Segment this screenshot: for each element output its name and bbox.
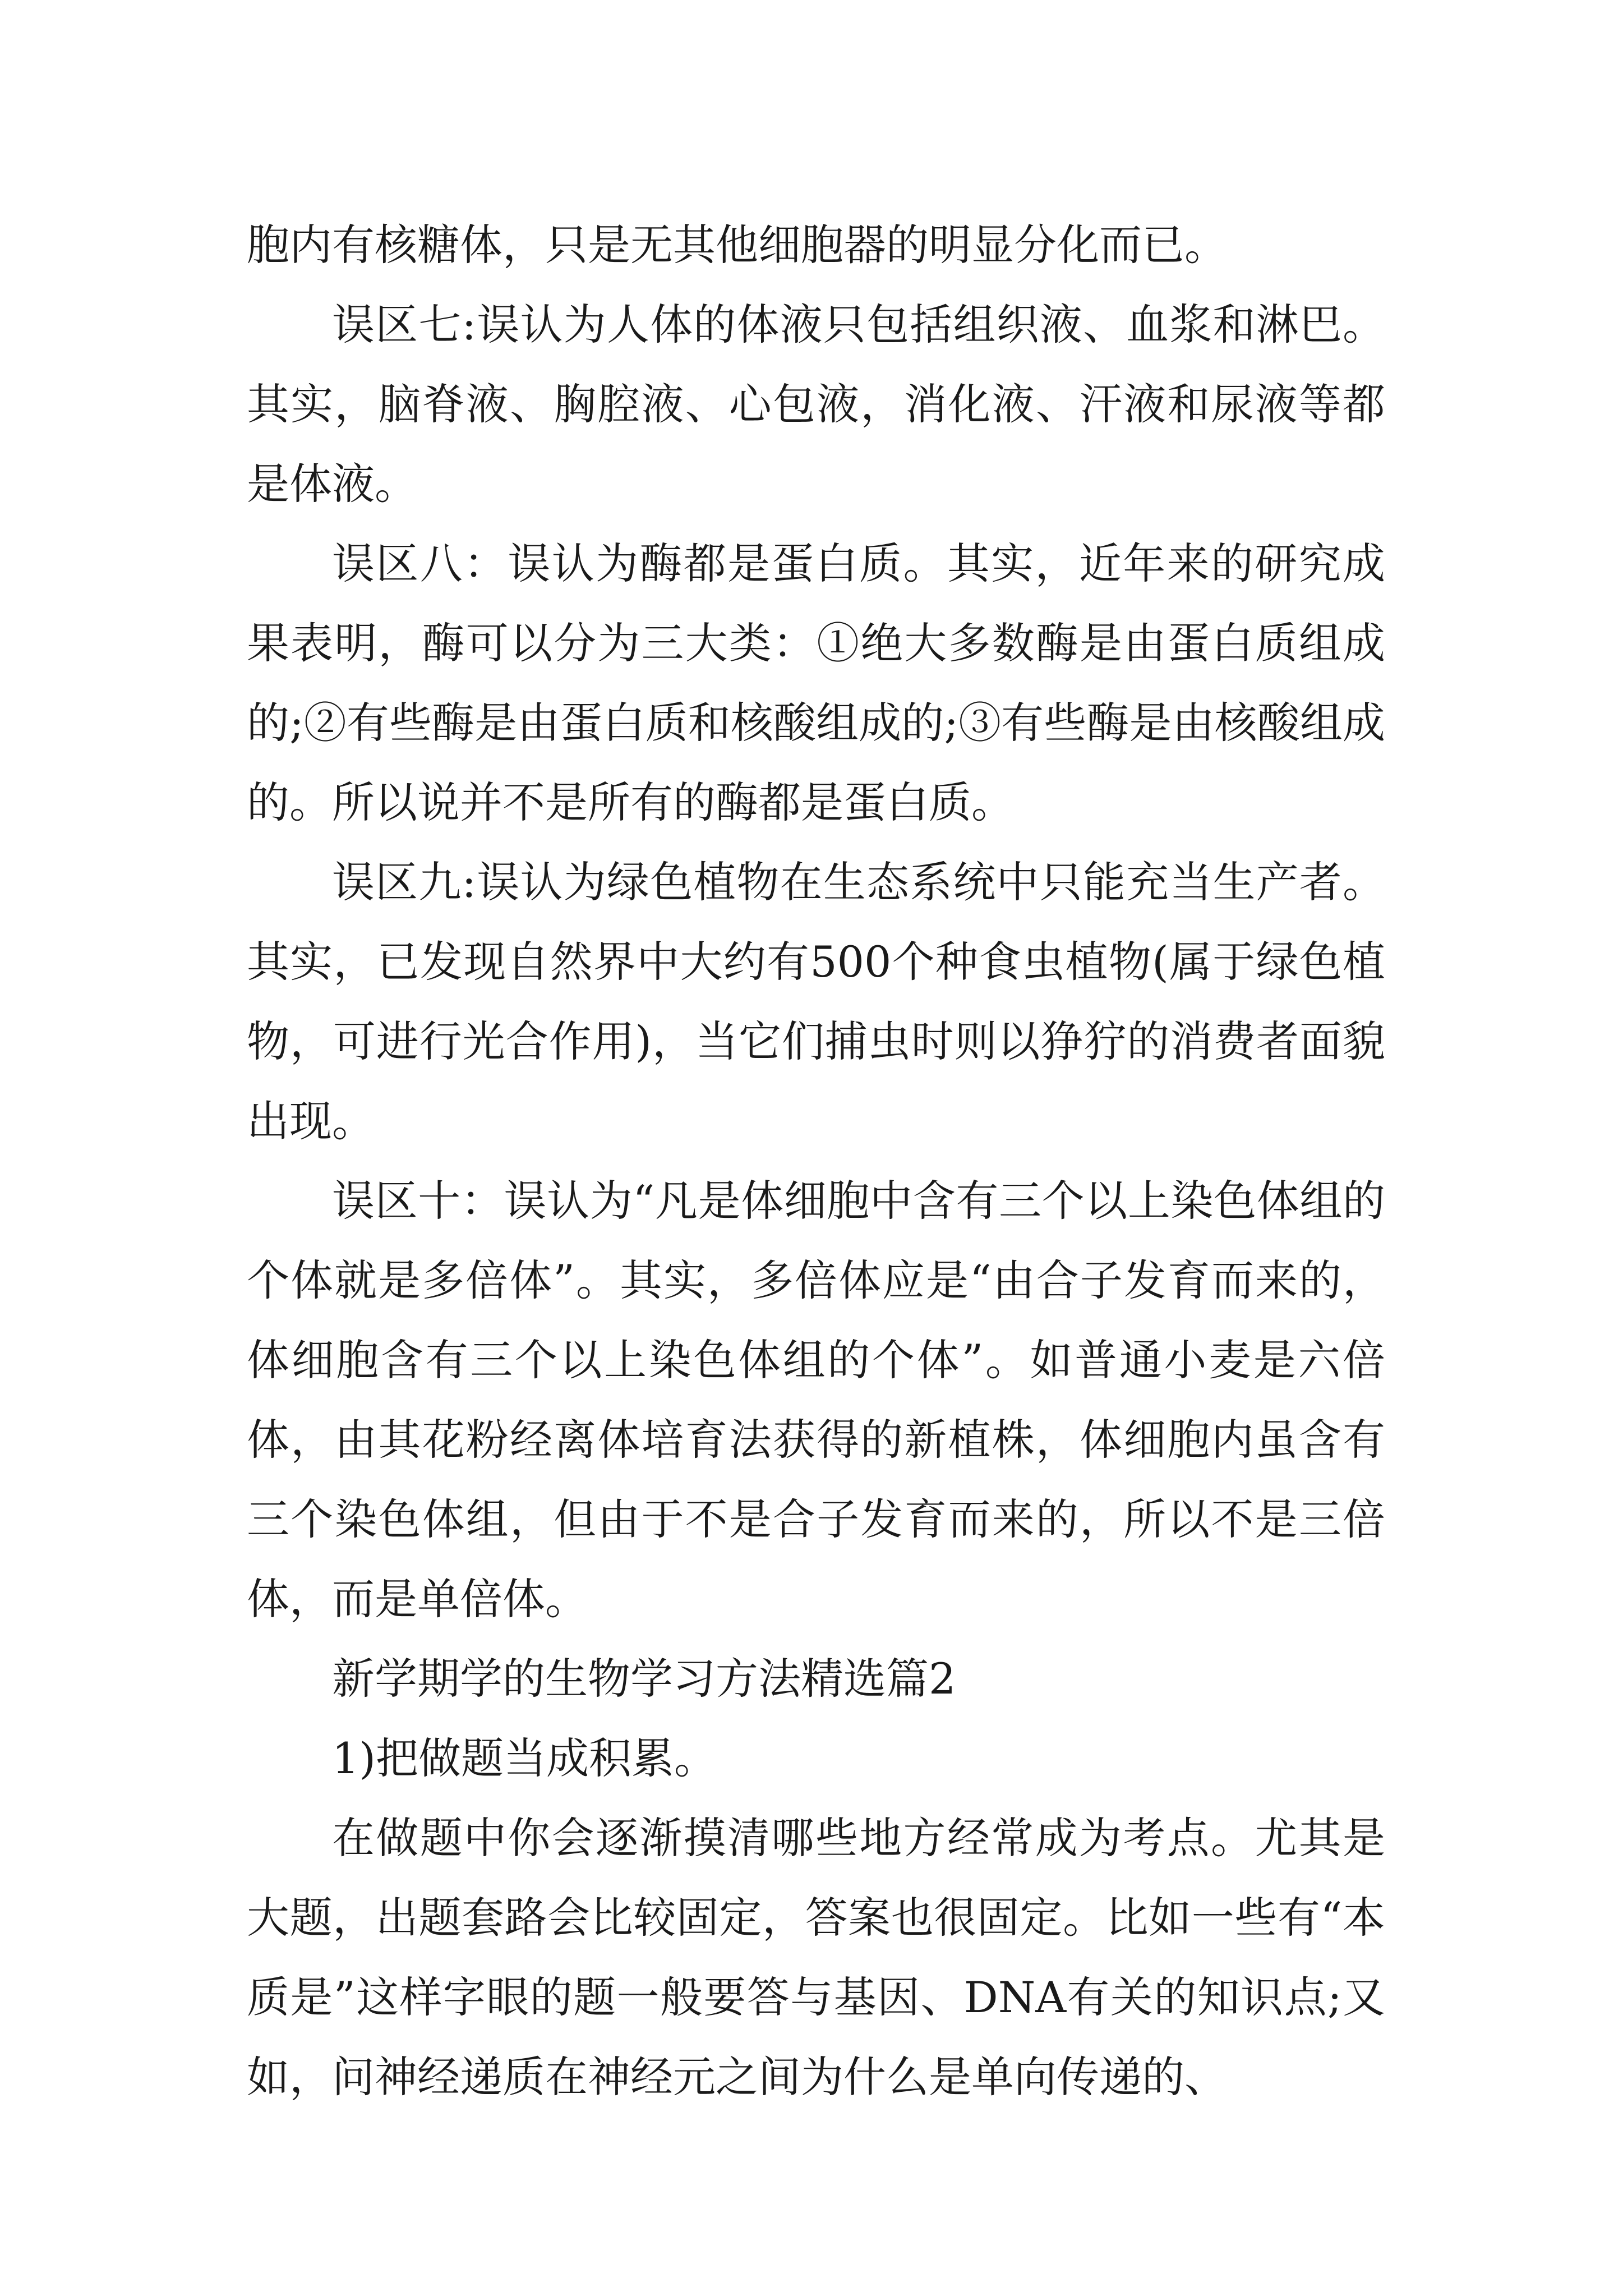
- paragraph-misconception-7: 误区七:误认为人体的体液只包括组织液、血浆和淋巴。其实，脑脊液、胸腔液、心包液，消化液、汗液和尿液等都是体液。: [247, 300, 1385, 509]
- document-body: [247, 205, 1385, 2117]
- paragraph-misconception-9: 误区九:误认为绿色植物在生态系统中只能充当生产者。其实，已发现自然界中大约有500个种食虫植物(属于绿色植物，可进行光合作用)，当它们捕虫时则以狰狞的消费者面貌出现。: [247, 857, 1385, 1146]
- paragraph-continuation: 胞内有核糖体，只是无其他细胞器的明显分化而已。: [247, 220, 1227, 270]
- paragraph-practice-tip: 在做题中你会逐渐摸清哪些地方经常成为考点。尤其是大题，出题套路会比较固定，答案也很固定。比如一些有“本质是”这样字眼的题一般要答与基因、DNA有关的知识点;又如，问神经递质在神经元之间为什么是单向传递的、: [247, 1813, 1385, 2102]
- list-item-1: 1)把做题当成积累。: [332, 1733, 717, 1783]
- section-heading: 新学期学的生物学习方法精选篇2: [332, 1654, 956, 1704]
- paragraph-misconception-10: 误区十：误认为“凡是体细胞中含有三个以上染色体组的个体就是多倍体”。其实，多倍体应是“由合子发育而来的，体细胞含有三个以上染色体组的个体”。如普通小麦是六倍体，由其花粉经离体培育法获得的新植株，体细胞内虽含有三个染色体组，但由于不是合子发育而来的，所以不是三倍体，而是单倍体。: [247, 1176, 1385, 1624]
- paragraph-misconception-8: 误区八：误认为酶都是蛋白质。其实，近年来的研究成果表明，酶可以分为三大类：①绝大多数酶是由蛋白质组成的;②有些酶是由蛋白质和核酸组成的;③有些酶是由核酸组成的。所以说并不是所有的酶都是蛋白质。: [247, 539, 1385, 827]
